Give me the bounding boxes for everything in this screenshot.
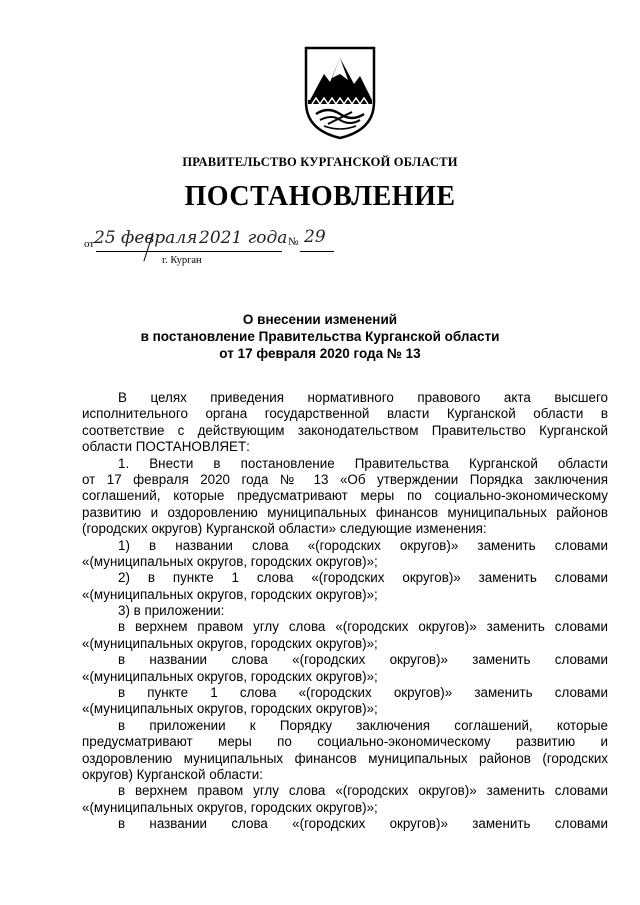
subject-line: в постановление Правительства Курганской области — [140, 329, 500, 344]
document-body — [82, 390, 608, 833]
subject-line: от 17 февраля 2020 года № 13 — [219, 346, 421, 361]
body-line: 1) в названии слова «(городских округов)» заменить словами — [118, 537, 608, 553]
body-line: 1. Внести в постановление Правительства Курганской области — [118, 455, 608, 471]
body-line: «(муниципальных округов, городских округов)»; — [82, 635, 378, 651]
body-line: «(муниципальных округов, городских округов)»; — [82, 553, 378, 569]
body-line: в названии слова «(городских округов)» заменить словами — [118, 816, 608, 832]
body-line: от 17 февраля 2020 года № 13 «Об утверждении Порядка заключения — [82, 471, 608, 487]
body-line: области ПОСТАНОВЛЯЕТ: — [82, 439, 250, 455]
body-line: в пункте 1 слова «(городских округов)» заменить словами — [118, 685, 608, 701]
subject-line: О внесении изменений — [242, 312, 398, 327]
body-line: «(муниципальных округов, городских округов)»; — [82, 586, 378, 602]
body-line: в приложении к Порядку заключения соглашений, которые — [118, 717, 608, 733]
body-line: 3) в приложении: — [118, 603, 225, 619]
body-line: «(муниципальных округов, городских округов)»; — [82, 799, 378, 815]
body-line: округов) Курганской области: — [82, 766, 264, 782]
body-line: В целях приведения нормативного правового акта высшего — [118, 390, 608, 405]
body-line: (городских округов) Курганской области» следующие изменения: — [82, 521, 487, 537]
body-line: в верхнем правом углу слова «(городских округов)» заменить словами — [118, 619, 608, 635]
kurgan-coat-of-arms-icon — [302, 44, 378, 140]
government-name: ПРАВИТЕЛЬСТВО КУРГАНСКОЙ ОБЛАСТИ — [182, 155, 458, 169]
body-line: соответствие с действующим законодательством Правительство Курганской — [82, 422, 608, 438]
date-prefix: от — [84, 238, 95, 250]
body-line: 2) в пункте 1 слова «(городских округов)» заменить словами — [118, 570, 608, 586]
handwritten-number: 29 — [304, 227, 326, 247]
body-line: развитию и оздоровлению муниципальных финансов муниципальных районов — [82, 504, 608, 520]
body-line: предусматривают меры по социально-экономическому развитию и — [82, 734, 608, 750]
document-type-title: ПОСТАНОВЛЕНИЕ — [184, 181, 456, 212]
body-line: «(муниципальных округов, городских округов)»; — [82, 668, 378, 684]
handwritten-date: 25 февраля — [94, 228, 198, 248]
body-line: в верхнем правом углу слова «(городских округов)» заменить словами — [118, 783, 608, 799]
body-line: соглашений, которые предусматривают меры по социально-экономическому — [82, 488, 608, 504]
number-label: № — [288, 236, 299, 248]
number-underline — [300, 251, 334, 252]
document-subject — [0, 311, 640, 362]
handwritten-year: 2021 года — [199, 228, 288, 248]
body-line: оздоровлению муниципальных финансов муниципальных районов (городских — [82, 750, 608, 766]
city-label: г. Курган — [162, 255, 202, 266]
body-line: исполнительного органа государственной власти Курганской области в — [82, 406, 608, 422]
body-line: в названии слова «(городских округов)» заменить словами — [118, 652, 608, 668]
body-line: «(муниципальных округов, городских округов)»; — [82, 701, 378, 717]
date-underline — [96, 251, 282, 252]
